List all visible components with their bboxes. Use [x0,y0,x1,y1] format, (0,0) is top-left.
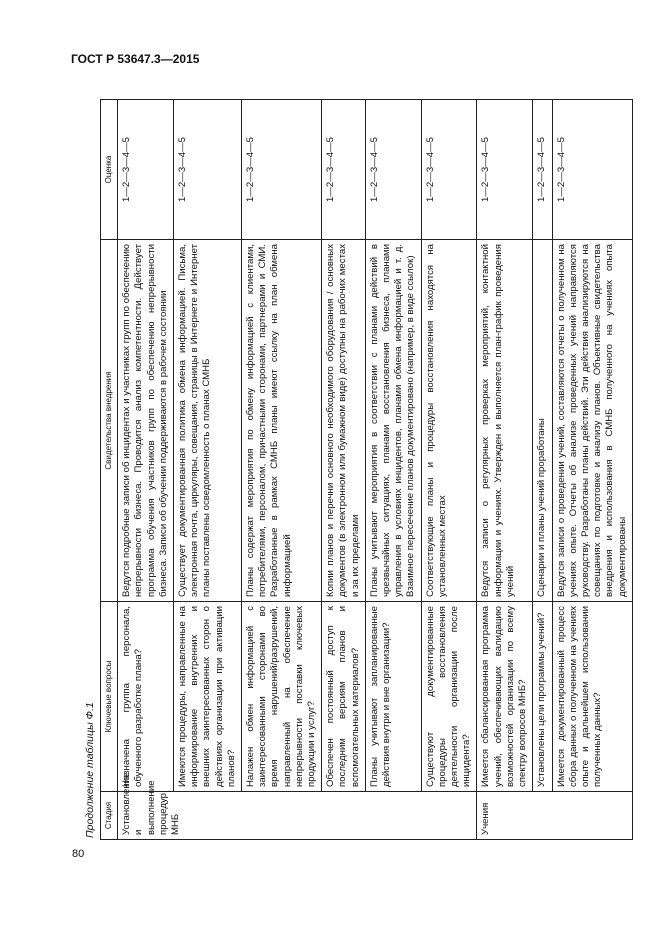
column-header-questions: Ключевые вопросы [101,602,118,792]
question-cell: Существуют документированные процедуры восстановления деятельности организации после инцидента? [421,602,477,792]
column-header-stage: Стадия [101,792,118,840]
table-row [242,100,322,840]
rating-cell: 1—2—3—4—5 [421,100,477,240]
stage-cell: Учения [477,792,632,840]
table-caption: Продолжение таблицы Ф.1 [84,702,96,838]
table-row [174,100,242,840]
table-row [365,100,421,840]
stage-cell: Установление и выполнение процедур МНБ [118,792,477,840]
table-row [118,100,174,840]
question-cell: Имеется сбалансированная программа учений, обеспечивающих валидацию возможностей организации по всему спектру вопросов МНБ? [477,602,533,792]
evidence-cell: Существует документированная политика обмена информацией. Письма, электронная почта, циркуляры, совещания, страницы в Интернете и Интернет планы поставлены осведомленность о планах СМНБ [174,240,242,602]
question-cell: Имеется документированный процесс сбора данных о полученном на учениях опыте и дальнейшем использовании полученных данных? [552,602,632,792]
rating-cell: 1—2—3—4—5 [118,100,174,240]
document-header: ГОСТ Р 53647.3—2015 [71,52,200,66]
question-cell: Назначена группа персонала, обученного разработке плана? [118,602,174,792]
evaluation-table [100,99,633,840]
rating-cell: 1—2—3—4—5 [477,100,533,240]
question-cell: Налажен обмен информацией с заинтересованными сторонами во время нарушений/разрушений, направленный на обеспечение непрерывности поставки ключевых продукции и услуг? [242,602,322,792]
table-row [322,100,366,840]
question-cell: Обеспечен постоянный доступ к последним версиям планов и вспомогательных материалов? [322,602,366,792]
evidence-cell: Соответствующие планы и процедуры восстановления находятся на установленных местах [421,240,477,602]
evidence-cell: Планы учитывают мероприятия в соответствии с планами действий в чрезвычайных ситуациях, планами восстановления бизнеса, планами управления в условиях инцидентов, планами обмена информацией и т. д. Взаимное пересечение планов документировано (например, в виде ссылок) [365,240,421,602]
rating-cell: 1—2—3—4—5 [552,100,632,240]
question-cell: Установлены цели программы учений? [533,602,552,792]
table-row [533,100,552,840]
evidence-cell: Ведутся записи о проведении учений, составляются отчеты о полученном на учениях опыте. Отчеты об анализе проведенных учений направляются руководству. Разработаны планы действий. Эти действия анализируются на совещаниях по подготовке и анализу планов. Объективные свидетельства внедрения и использования в СМНБ полученного на учениях опыта документированы [552,240,632,602]
table-header-row [101,100,118,840]
question-cell: Имеются процедуры, направленные на информирование внутренних и внешних заинтересованных сторон о действиях организации при активации планов? [174,602,242,792]
evidence-cell: Планы содержат мероприятия по обмену информацией с клиентами, потребителями, персоналом, причастными сторонами, партнерами и СМИ. Разработанные в рамках СМНБ планы имеют ссылку на план обмена информацией [242,240,322,602]
page-number: 80 [72,848,85,860]
evidence-cell: Ведутся подробные записи об инцидентах и участниках групп по обеспечению непрерывности бизнеса. Проводится анализ компетентности. Действует программа обучения участников групп по обеспечению непрерывности бизнеса. Записи об обучении поддерживаются в рабочем состоянии [118,240,174,602]
rating-cell: 1—2—3—4—5 [242,100,322,240]
column-header-rating: Оценка [101,100,118,240]
rating-cell: 1—2—3—4—5 [322,100,366,240]
rating-cell: 1—2—3—4—5 [174,100,242,240]
rotated-table-block [80,100,628,840]
evidence-cell: Сценарии и планы учений проработаны [533,240,552,602]
table-row [477,100,533,840]
evidence-cell: Копии планов и перечни основного необходимого оборудования / основных документов (в электронном или бумажном виде) доступны на рабочих местах и за их пределами [322,240,366,602]
column-header-evidence: Свидетельства внедрения [101,240,118,602]
rating-cell: 1—2—3—4—5 [533,100,552,240]
rating-cell: 1—2—3—4—5 [365,100,421,240]
table-row [421,100,477,840]
table-row [552,100,632,840]
evidence-cell: Ведутся записи о регулярных проверках мероприятий, контактной информации и учениях. Утвержден и выполняется план-график проведения учений [477,240,533,602]
question-cell: Планы учитывают запланированные действия внутри и вне организации? [365,602,421,792]
